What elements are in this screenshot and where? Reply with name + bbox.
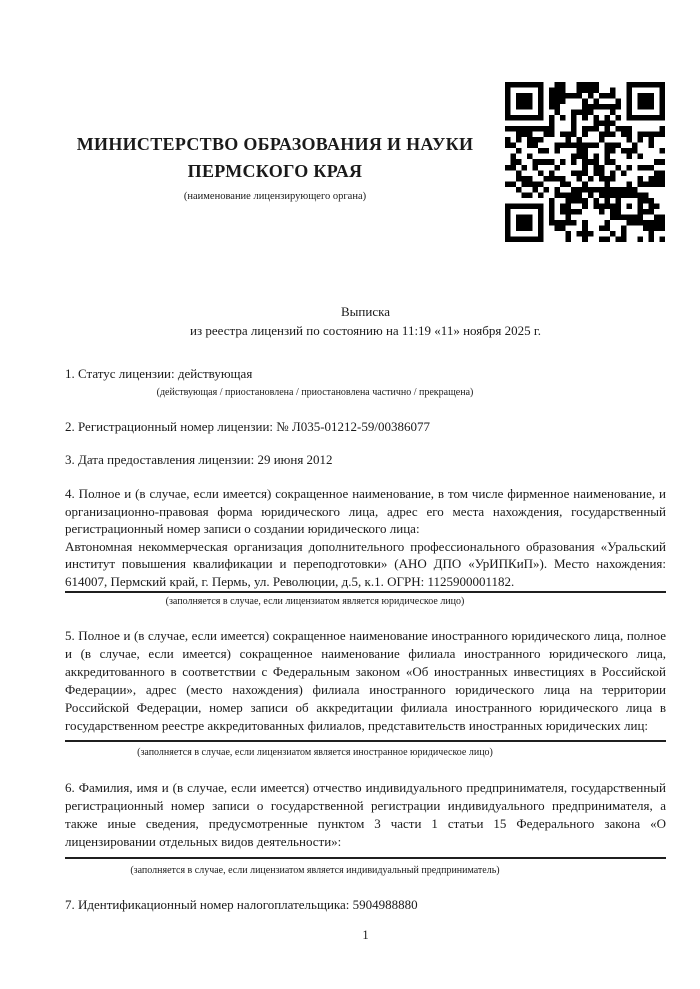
fill-line-legal-entity — [65, 591, 666, 593]
field-legal-entity-label: 4. Полное и (в случае, если имеется) сокращенное наименование, в том числе фирменное наименование, и организационно-правовая форма юридического лица, адрес его места нахождения, государственный регистрационный номер записи о создании юридического лица: — [65, 486, 666, 536]
field-registration-number: 2. Регистрационный номер лицензии: № Л035-01212-59/00386077 — [65, 419, 431, 434]
field-foreign-entity-hint: (заполняется в случае, если лицензиатом является иностранное юридическое лицо) — [137, 747, 493, 758]
ministry-name-line2: ПЕРМСКОГО КРАЯ — [187, 161, 363, 181]
ministry-name-caption: (наименование лицензирующего органа) — [183, 191, 367, 202]
field-legal-entity — [65, 485, 666, 590]
page-number: 1 — [362, 928, 369, 942]
fill-line-entrepreneur — [65, 857, 666, 859]
field-grant-date: 3. Дата предоставления лицензии: 29 июня 2012 — [65, 452, 333, 467]
field-license-status: 1. Статус лицензии: действующая — [65, 366, 253, 381]
field-entrepreneur-label: 6. Фамилия, имя и (в случае, если имеется) отчество индивидуального предпринимателя, государственный регистрационный номер записи о государственной регистрации индивидуального предпринимателя, а также иные сведения, предусмотренные пунктом 3 части 1 статьи 15 Федерального закона «О лицензировании отдельных видов деятельности»: — [65, 780, 666, 849]
field-license-status-hint: (действующая / приостановлена / приостановлена частично / прекращена) — [156, 387, 474, 398]
field-legal-entity-hint: (заполняется в случае, если лицензиатом является юридическое лицо) — [165, 596, 465, 607]
licensing-authority-header — [55, 131, 495, 203]
field-legal-entity-value: Автономная некоммерческая организация дополнительного профессионального образования «Уральский институт повышения квалификации и переподготовки» (АНО ДПО «УрИПКиП»). Место нахождения: 614007, Пермский край, г. Пермь, ул. Революции, д.5, к.1. ОГРН: 1125900001182. — [65, 538, 666, 589]
qr-code-icon — [505, 82, 665, 242]
ministry-name-line1: МИНИСТЕРСТВО ОБРАЗОВАНИЯ И НАУКИ — [76, 134, 474, 154]
fill-line-foreign-entity — [65, 740, 666, 742]
document-title-line2: из реестра лицензий по состоянию на 11:19 «11» ноября 2025 г. — [190, 323, 541, 338]
document-title-line1: Выписка — [341, 304, 390, 319]
field-foreign-entity-label: 5. Полное и (в случае, если имеется) сокращенное наименование иностранного юридического лица, полное и (в случае, если имеется) сокращенное наименование филиала иностранного юридического лица, аккредитованного в соответствии с Федеральным законом «Об иностранных инвестициях в Российской Федерации», адрес (место нахождения) филиала иностранного юридического лица на территории Российской Федерации, номер записи об аккредитации филиала иностранного юридического лица в государственном реестре аккредитованных филиалов, представительств иностранных юридических лиц: — [65, 628, 666, 733]
field-taxpayer-id: 7. Идентификационный номер налогоплательщика: 5904988880 — [65, 897, 418, 912]
field-entrepreneur-hint: (заполняется в случае, если лицензиатом является индивидуальный предприниматель) — [130, 865, 500, 876]
document-title — [65, 302, 666, 340]
